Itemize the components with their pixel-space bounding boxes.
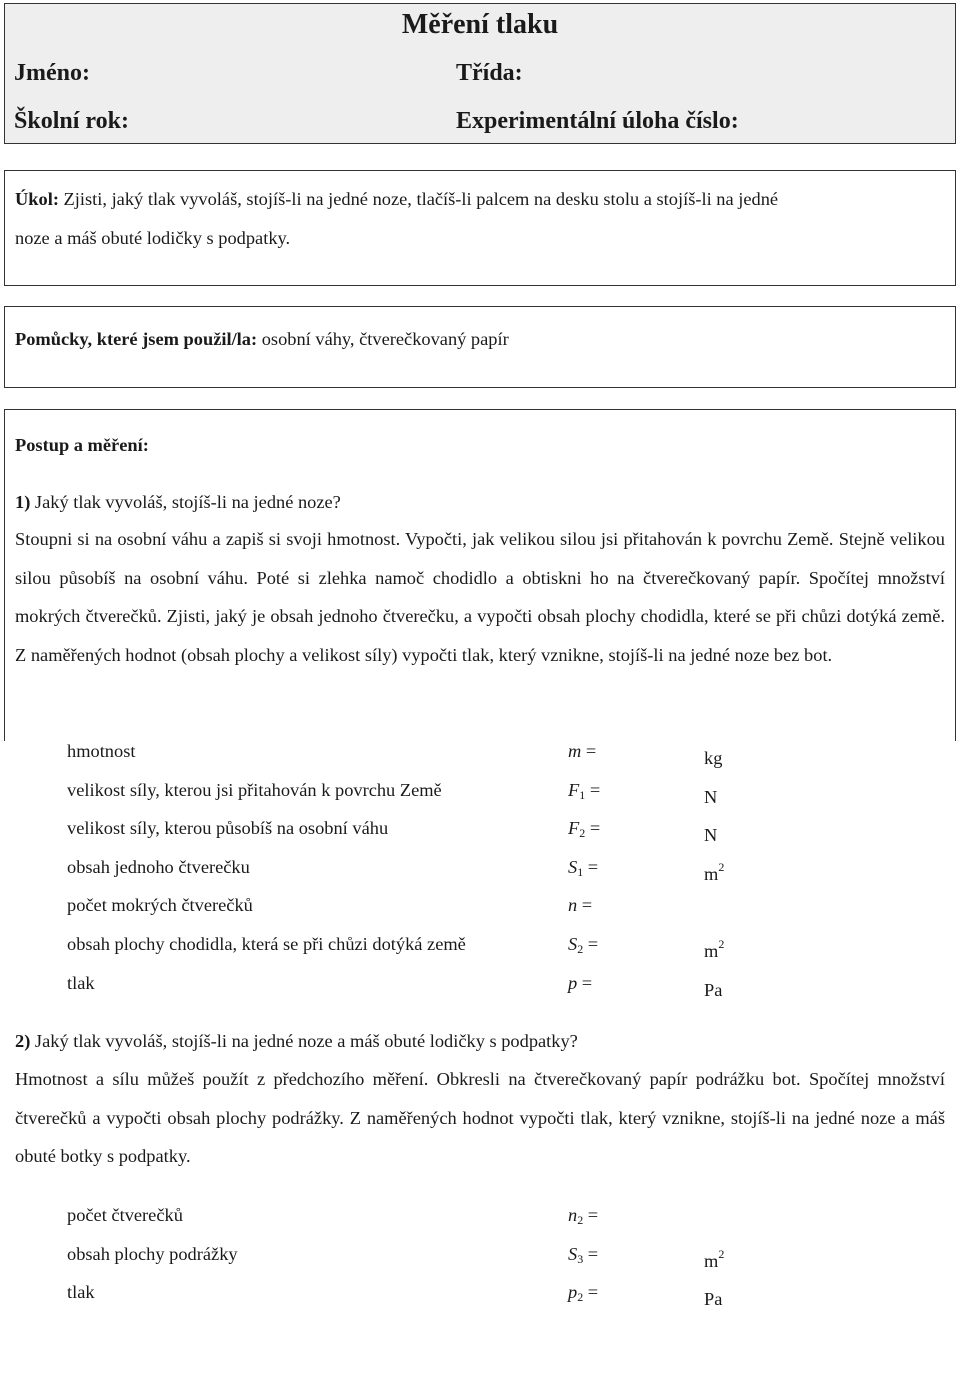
unit-exponent: 2 (718, 937, 725, 951)
equals-sign: = (585, 818, 601, 839)
symbol-letter: F (568, 818, 580, 839)
tools-label: Pomůcky, které jsem použil/la: (15, 329, 258, 349)
quantity-symbol (568, 848, 598, 891)
quantity-symbol (568, 925, 598, 968)
equals-sign: = (583, 1205, 599, 1225)
quantity-label: velikost síly, kterou jsi přitahován k povrchu Země (67, 779, 442, 800)
quantity-symbol (568, 1273, 598, 1316)
quantity-label: počet mokrých čtverečků (67, 895, 253, 916)
quantity-symbol (568, 732, 596, 775)
task-text-1: Zjisti, jaký tlak vyvoláš, stojíš-li na jedné noze, tlačíš-li palcem na desku stolu a stojíš-li na jedné (58, 189, 779, 209)
quantity-label: obsah plochy podrážky (67, 1243, 238, 1264)
measurement-row (0, 925, 960, 963)
symbol-letter: S (568, 856, 578, 877)
measurement-row (0, 1196, 960, 1234)
unit-text: m (704, 941, 719, 961)
tools-line (15, 320, 509, 359)
class-label: Třída: (456, 60, 523, 86)
question-2 (15, 1022, 578, 1061)
measurement-row (0, 848, 960, 886)
question-1-number: 1) (15, 492, 31, 512)
name-label: Jméno: (14, 60, 90, 86)
symbol-letter: m (568, 741, 582, 761)
unit-text: Pa (704, 979, 723, 1000)
measurement-row (0, 732, 960, 770)
equals-sign: = (583, 1243, 599, 1264)
question-1 (15, 483, 341, 522)
unit-exponent: 2 (718, 1246, 725, 1261)
school-year-label: Školní rok: (14, 108, 129, 134)
question-1-instructions: Stoupni si na osobní váhu a zapiš si svoji hmotnost. Vypočti, jak velikou silou jsi přitahován k povrchu Země. Stejně velikou silou působíš na osobní váhu. Poté si zlehka namoč chodidlo a obtiskni ho na čtverečkovaný papír. Spočítej množství mokrých čtverečků. Zjisti, jaký je obsah jednoho čtverečku, a vypočti obsah plochy chodidla, které se při chůzi dotýká země. Z naměřených hodnot (obsah plochy a velikost síly) vypočti tlak, který vznikne, stojíš-li na jedné noze bez bot. (15, 529, 945, 665)
task-text-2: noze a máš obuté lodičky s podpatky. (15, 228, 291, 248)
question-2-number: 2) (15, 1031, 31, 1051)
quantity-symbol (568, 964, 592, 1007)
measurement-row (0, 1235, 960, 1273)
measurement-row (0, 1273, 960, 1311)
symbol-letter: p (568, 1282, 578, 1303)
quantity-label: hmotnost (67, 741, 136, 761)
equals-sign: = (581, 741, 597, 761)
quantity-unit (704, 1273, 722, 1318)
equals-sign: = (577, 895, 593, 916)
symbol-subscript: 2 (577, 1213, 584, 1227)
unit-exponent: 2 (718, 859, 725, 874)
question-2-text: Jaký tlak vyvoláš, stojíš-li na jedné noze a máš obuté lodičky s podpatky? (30, 1031, 578, 1051)
unit-text: N (704, 786, 718, 807)
measurement-row (0, 886, 960, 924)
symbol-letter: S (568, 1243, 578, 1264)
equals-sign: = (583, 934, 599, 954)
tools-text: osobní váhy, čtverečkovaný papír (257, 329, 509, 349)
page-title: Měření tlaku (401, 9, 559, 40)
task-line-1 (15, 180, 778, 219)
quantity-label: tlak (67, 1282, 95, 1303)
quantity-label: obsah jednoho čtverečku (67, 856, 250, 877)
symbol-subscript: 2 (579, 826, 586, 841)
equals-sign: = (583, 1282, 599, 1303)
quantity-symbol (568, 809, 600, 852)
quantity-label: obsah plochy chodidla, která se při chůzi dotýká země (67, 934, 466, 954)
symbol-letter: n (568, 1205, 578, 1225)
symbol-letter: F (568, 779, 580, 800)
equals-sign: = (583, 856, 599, 877)
quantity-symbol (568, 886, 592, 929)
measurement-row (0, 771, 960, 809)
task-number-label: Experimentální úloha číslo: (456, 108, 739, 134)
question-2-instructions: Hmotnost a sílu můžeš použít z předchozího měření. Obkresli na čtverečkovaný papír podrážku bot. Spočítej množství čtverečků a vypočti obsah plochy podrážky. Z naměřených hodnot vypočti tlak, který vznikne, stojíš-li na jedné noze a máš obuté botky s podpatky. (15, 1069, 945, 1166)
unit-text: Pa (704, 1289, 723, 1310)
symbol-subscript: 2 (577, 942, 584, 956)
symbol-letter: S (568, 934, 578, 954)
equals-sign: = (577, 972, 593, 993)
symbol-subscript: 1 (579, 787, 586, 802)
quantity-label: počet čtverečků (67, 1205, 183, 1225)
symbol-subscript: 2 (577, 1290, 584, 1305)
symbol-letter: p (568, 972, 578, 993)
quantity-symbol (568, 1196, 598, 1239)
unit-text: m (704, 863, 719, 884)
unit-text: N (704, 825, 718, 846)
quantity-symbol (568, 771, 600, 814)
unit-text: m (704, 1250, 719, 1271)
quantity-label: tlak (67, 972, 95, 993)
quantity-symbol (568, 1235, 598, 1278)
task-label: Úkol: (15, 189, 59, 209)
symbol-subscript: 1 (577, 864, 584, 879)
equals-sign: = (585, 779, 601, 800)
unit-text: kg (704, 748, 723, 768)
procedure-heading: Postup a měření: (15, 435, 149, 455)
quantity-label: velikost síly, kterou působíš na osobní váhu (67, 818, 389, 839)
quantity-unit (704, 964, 722, 1009)
symbol-subscript: 3 (577, 1251, 584, 1266)
question-1-text: Jaký tlak vyvoláš, stojíš-li na jedné noze? (30, 492, 341, 512)
symbol-letter: n (568, 895, 578, 916)
measurement-row (0, 809, 960, 847)
measurement-row (0, 964, 960, 1002)
